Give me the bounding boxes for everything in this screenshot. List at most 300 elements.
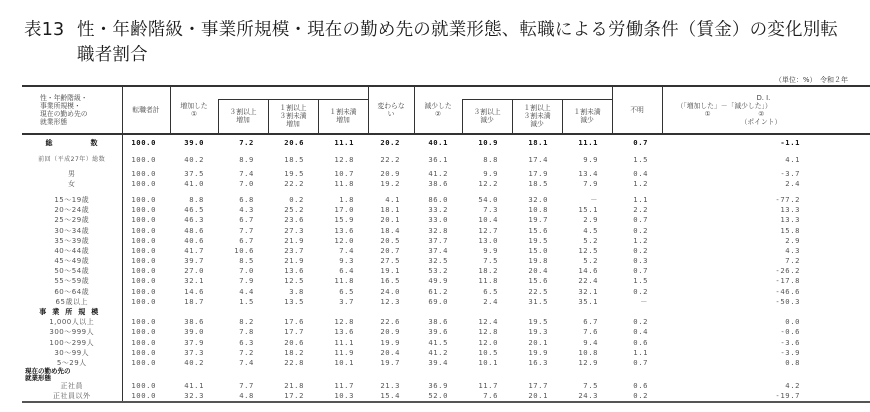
cell-value: 7.5 xyxy=(583,381,599,391)
row-label: 総 数 xyxy=(22,134,122,151)
cell-value: 18.4 xyxy=(380,225,401,235)
cell-value: 39.0 xyxy=(184,137,204,147)
cell-value: 12.0 xyxy=(334,235,355,245)
cell-value: 100.0 xyxy=(131,276,156,286)
cell-value: 12.5 xyxy=(578,245,599,255)
cell-value: 11.8 xyxy=(334,276,355,286)
cell-value: 8.5 xyxy=(239,256,254,266)
cell-value: 10.5 xyxy=(478,347,499,357)
cell-value: 9.9 xyxy=(583,154,599,164)
cell-value: 19.9 xyxy=(528,347,549,357)
cell-value: － xyxy=(640,296,649,306)
cell-value: 69.0 xyxy=(428,296,449,306)
cell-value: 19.9 xyxy=(380,337,401,347)
cell-value: 32.8 xyxy=(428,225,449,235)
cell-value: 0.4 xyxy=(633,327,649,337)
row-label: 15～19歳 xyxy=(22,195,122,205)
row-total xyxy=(22,134,870,151)
header-di: D. I. （「増加した」－「減少した」） ① ② （ポイント） xyxy=(662,86,870,134)
cell-value: 27.3 xyxy=(284,225,304,235)
cell-value: 1.2 xyxy=(633,235,649,245)
cell-value: 40.6 xyxy=(184,235,204,245)
row-label: 35～39歳 xyxy=(22,236,122,246)
cell-value: 46.5 xyxy=(184,205,204,215)
row-size-heading xyxy=(22,307,870,317)
header-dec-30plus: ３割以上 減少 xyxy=(462,100,512,134)
section-heading: 現在の勤め先の 就業形態 xyxy=(22,368,122,381)
cell-value: 18.5 xyxy=(528,178,549,188)
cell-value: 0.4 xyxy=(633,168,649,178)
cell-value: 33.0 xyxy=(428,215,449,225)
cell-value: 31.5 xyxy=(528,296,549,306)
header-dec-under10: １割未満 減少 xyxy=(562,100,612,134)
cell-value: － xyxy=(590,194,599,204)
row-size xyxy=(22,317,870,327)
cell-value: 23.7 xyxy=(284,245,304,255)
cell-value: 1.1 xyxy=(633,194,649,204)
cell-di: -50.3 xyxy=(775,296,801,306)
cell-value: 13.4 xyxy=(578,168,599,178)
cell-value: 40.2 xyxy=(184,154,204,164)
cell-value: 3.7 xyxy=(339,296,355,306)
cell-value: 11.8 xyxy=(334,178,355,188)
cell-value: 0.3 xyxy=(633,256,649,266)
cell-value: 37.7 xyxy=(428,235,449,245)
cell-value: 39.4 xyxy=(428,357,449,367)
cell-value: 10.1 xyxy=(478,357,499,367)
cell-value: 15.6 xyxy=(528,276,549,286)
row-age xyxy=(22,287,870,297)
row-previous xyxy=(22,151,870,169)
cell-value: 13.6 xyxy=(334,327,355,337)
row-age xyxy=(22,246,870,256)
cell-value: 21.9 xyxy=(284,256,304,266)
cell-value: 20.5 xyxy=(380,235,401,245)
row-label: 45～49歳 xyxy=(22,256,122,266)
row-size xyxy=(22,358,870,368)
cell-value: 100.0 xyxy=(131,245,156,255)
cell-value: 27.5 xyxy=(380,256,401,266)
cell-value: 12.0 xyxy=(478,337,499,347)
cell-value: 100.0 xyxy=(131,235,156,245)
cell-value: 8.8 xyxy=(189,194,204,204)
cell-value: 100.0 xyxy=(131,317,156,327)
cell-value: 21.9 xyxy=(284,235,304,245)
cell-value: 10.7 xyxy=(334,168,355,178)
cell-value: 19.7 xyxy=(528,215,549,225)
cell-value: 37.5 xyxy=(184,168,204,178)
cell-di: 0.0 xyxy=(785,317,801,327)
cell-value: 18.2 xyxy=(284,347,304,357)
cell-value: 6.8 xyxy=(239,194,254,204)
cell-value: 100.0 xyxy=(131,357,156,367)
unit-note: （単位：%） 令和２年 xyxy=(774,76,848,84)
cell-value: 27.0 xyxy=(184,266,204,276)
row-size xyxy=(22,327,870,337)
row-age xyxy=(22,266,870,276)
cell-value: 39.0 xyxy=(184,327,204,337)
cell-value: 7.5 xyxy=(483,256,499,266)
cell-value: 17.2 xyxy=(268,391,318,402)
cell-value: 7.9 xyxy=(239,276,254,286)
cell-value: 100.0 xyxy=(131,194,156,204)
cell-value: 11.9 xyxy=(334,347,355,357)
cell-value: 49.9 xyxy=(428,276,449,286)
cell-value: 0.7 xyxy=(633,357,649,367)
cell-value: 15.6 xyxy=(528,225,549,235)
cell-value: 10.9 xyxy=(478,137,499,147)
cell-value: 100.0 xyxy=(131,266,156,276)
cell-value: 10.8 xyxy=(578,347,599,357)
cell-value: 17.0 xyxy=(334,205,355,215)
cell-value: 12.8 xyxy=(334,154,355,164)
cell-value: 38.6 xyxy=(428,178,449,188)
header-total: 転職者計 xyxy=(122,86,170,134)
cell-value: 7.7 xyxy=(239,225,254,235)
header-inc-30plus: ３割以上 増加 xyxy=(218,100,268,134)
cell-value: 20.4 xyxy=(380,347,401,357)
row-label: 1,000人以上 xyxy=(22,317,122,327)
row-emp xyxy=(22,381,870,391)
cell-value: 8.9 xyxy=(239,154,254,164)
cell-value: 12.2 xyxy=(478,178,499,188)
cell-value: 15.0 xyxy=(528,245,549,255)
row-size xyxy=(22,338,870,348)
header-inc-10to30: １割以上 ３割未満 増加 xyxy=(268,100,318,134)
cell-value: 40.1 xyxy=(428,137,449,147)
cell-value: 41.7 xyxy=(184,245,204,255)
cell-value: 7.3 xyxy=(483,205,499,215)
cell-value: 15.4 xyxy=(368,391,414,402)
cell-value: 100.0 xyxy=(131,286,156,296)
cell-value: 100.0 xyxy=(131,215,156,225)
cell-value: 2.4 xyxy=(483,296,499,306)
cell-value: 39.6 xyxy=(428,327,449,337)
cell-di: 2.9 xyxy=(785,235,801,245)
cell-value: 100.0 xyxy=(131,347,156,357)
cell-value: 13.6 xyxy=(334,225,355,235)
cell-value: 35.1 xyxy=(578,296,599,306)
cell-value: 32.5 xyxy=(428,256,449,266)
cell-di: 13.3 xyxy=(780,205,801,215)
row-size xyxy=(22,348,870,358)
cell-value: 18.2 xyxy=(478,266,499,276)
cell-di: 13.3 xyxy=(780,215,801,225)
cell-value: 1.5 xyxy=(239,296,254,306)
cell-value: 41.2 xyxy=(428,347,449,357)
cell-value: 36.1 xyxy=(428,154,449,164)
cell-value: 25.2 xyxy=(284,205,304,215)
cell-value: 15.9 xyxy=(334,215,355,225)
cell-value: 5.2 xyxy=(583,235,599,245)
header-increased: 増加した ① xyxy=(170,86,218,134)
cell-value: 0.2 xyxy=(633,245,649,255)
cell-di: -19.7 xyxy=(662,391,870,402)
cell-value: 21.8 xyxy=(284,381,304,391)
cell-value: 3.8 xyxy=(289,286,304,296)
cell-value: 6.7 xyxy=(583,317,599,327)
cell-value: 20.7 xyxy=(380,245,401,255)
cell-di: 15.8 xyxy=(780,225,801,235)
cell-value: 86.0 xyxy=(428,194,449,204)
header-decreased-group xyxy=(462,86,612,100)
cell-value: 19.1 xyxy=(380,266,401,276)
row-female xyxy=(22,179,870,189)
header-stub: 性・年齢階級・ 事業所規模・ 現在の勤め先の 就業形態 xyxy=(22,86,122,134)
cell-value: 100.0 xyxy=(131,154,156,164)
cell-value: 17.7 xyxy=(284,327,304,337)
cell-di: 0.8 xyxy=(785,357,801,367)
cell-value: 32.1 xyxy=(578,286,599,296)
cell-value: 32.0 xyxy=(528,194,549,204)
row-label: 100～299人 xyxy=(22,338,122,348)
cell-di: 4.2 xyxy=(785,381,801,391)
cell-value: 4.5 xyxy=(583,225,599,235)
cell-value: 19.5 xyxy=(528,317,549,327)
header-unchanged: 変わらな い xyxy=(368,86,414,134)
cell-di: 2.4 xyxy=(785,178,801,188)
cell-value: 7.2 xyxy=(239,137,254,147)
cell-di: -46.6 xyxy=(775,286,801,296)
row-age xyxy=(22,276,870,286)
cell-value: 20.4 xyxy=(528,266,549,276)
header-decreased: 減少した ② xyxy=(414,86,462,134)
cell-value: 11.7 xyxy=(334,381,355,391)
row-label: 55～59歳 xyxy=(22,276,122,286)
cell-value: 6.7 xyxy=(239,215,254,225)
cell-value: 8.8 xyxy=(483,154,499,164)
cell-value: 11.1 xyxy=(578,137,599,147)
cell-value: 32.1 xyxy=(184,276,204,286)
cell-value: 7.0 xyxy=(239,178,254,188)
cell-value: 7.6 xyxy=(583,327,599,337)
cell-value: 17.7 xyxy=(528,381,549,391)
cell-value: 4.8 xyxy=(218,391,268,402)
row-age xyxy=(22,236,870,246)
cell-value: 22.6 xyxy=(380,317,401,327)
row-emp xyxy=(22,391,870,402)
row-label: 5～29人 xyxy=(22,358,122,368)
cell-di: 4.3 xyxy=(785,245,801,255)
cell-value: 9.4 xyxy=(583,337,599,347)
cell-value: 19.7 xyxy=(380,357,401,367)
cell-value: 20.9 xyxy=(380,327,401,337)
header-unknown: 不明 xyxy=(612,86,662,134)
row-male xyxy=(22,169,870,179)
cell-value: 17.9 xyxy=(528,168,549,178)
cell-value: 40.2 xyxy=(184,357,204,367)
cell-value: 17.4 xyxy=(528,154,549,164)
cell-value: 0.7 xyxy=(633,215,649,225)
cell-value: 53.2 xyxy=(428,266,449,276)
cell-value: 7.4 xyxy=(339,245,355,255)
cell-value: 0.7 xyxy=(633,137,649,147)
row-age xyxy=(22,195,870,205)
cell-value: 0.2 xyxy=(612,391,662,402)
table-number: 表13 xyxy=(24,20,65,40)
cell-di: -3.6 xyxy=(780,337,801,347)
cell-value: 18.1 xyxy=(380,205,401,215)
cell-value: 0.2 xyxy=(633,225,649,235)
cell-value: 7.7 xyxy=(239,381,254,391)
cell-value: 14.6 xyxy=(578,266,599,276)
cell-value: 1.2 xyxy=(633,178,649,188)
cell-value: 0.2 xyxy=(633,286,649,296)
cell-value: 10.3 xyxy=(318,391,368,402)
cell-value: 20.6 xyxy=(284,337,304,347)
cell-value: 18.7 xyxy=(184,296,204,306)
cell-value: 41.5 xyxy=(428,337,449,347)
table-title xyxy=(24,18,838,68)
cell-value: 4.3 xyxy=(239,205,254,215)
cell-value: 41.1 xyxy=(184,381,204,391)
cell-value: 16.5 xyxy=(380,276,401,286)
cell-value: 37.9 xyxy=(184,337,204,347)
cell-value: 9.9 xyxy=(483,245,499,255)
cell-value: 12.9 xyxy=(578,357,599,367)
cell-value: 7.8 xyxy=(239,327,254,337)
cell-value: 11.1 xyxy=(334,137,355,147)
header-inc-under10: １割未満 増加 xyxy=(318,100,368,134)
cell-value: 12.7 xyxy=(478,225,499,235)
cell-value: 38.6 xyxy=(428,317,449,327)
cell-value: 17.6 xyxy=(284,317,304,327)
cell-value: 11.8 xyxy=(478,276,499,286)
cell-value: 4.1 xyxy=(385,194,401,204)
cell-value: 19.5 xyxy=(528,235,549,245)
cell-value: 22.2 xyxy=(380,154,401,164)
row-emp-heading xyxy=(22,368,870,381)
cell-value: 37.4 xyxy=(428,245,449,255)
cell-value: 100.0 xyxy=(131,225,156,235)
cell-value: 100.0 xyxy=(131,296,156,306)
cell-value: 100.0 xyxy=(131,381,156,391)
cell-value: 12.3 xyxy=(380,296,401,306)
row-age xyxy=(22,256,870,266)
cell-value: 18.1 xyxy=(528,137,549,147)
cell-value: 52.0 xyxy=(414,391,462,402)
row-age xyxy=(22,215,870,225)
cell-value: 14.6 xyxy=(184,286,204,296)
cell-value: 100.0 xyxy=(131,327,156,337)
cell-value: 15.1 xyxy=(578,205,599,215)
row-age xyxy=(22,297,870,307)
cell-value: 1.5 xyxy=(633,276,649,286)
cell-value: 8.2 xyxy=(239,317,254,327)
section-heading: 事業所規模 xyxy=(22,307,122,317)
cell-value: 24.0 xyxy=(380,286,401,296)
cell-value: 12.8 xyxy=(478,327,499,337)
cell-value: 61.2 xyxy=(428,286,449,296)
cell-di: -3.9 xyxy=(780,347,801,357)
row-label: 20～24歳 xyxy=(22,205,122,215)
cell-di: -26.2 xyxy=(775,266,801,276)
cell-value: 7.4 xyxy=(239,357,254,367)
cell-value: 9.9 xyxy=(483,168,499,178)
cell-value: 11.1 xyxy=(334,337,355,347)
cell-value: 13.5 xyxy=(284,296,304,306)
cell-value: 18.5 xyxy=(284,154,304,164)
table-body xyxy=(22,134,870,403)
title-line-1: 性・年齢階級・事業所規模・現在の勤め先の就業形態、転職による労働条件（賃金）の変化別転 xyxy=(77,20,839,40)
cell-value: 2.2 xyxy=(633,205,649,215)
cell-value: 6.4 xyxy=(339,266,355,276)
cell-di: -0.6 xyxy=(780,327,801,337)
cell-value: 6.5 xyxy=(339,286,355,296)
row-age xyxy=(22,225,870,235)
row-label: 60～64歳 xyxy=(22,287,122,297)
cell-value: 46.3 xyxy=(184,215,204,225)
row-age xyxy=(22,205,870,215)
cell-value: 1.8 xyxy=(339,194,355,204)
row-label: 300～999人 xyxy=(22,327,122,337)
cell-di: -17.8 xyxy=(775,276,801,286)
cell-value: 11.7 xyxy=(478,381,499,391)
cell-di: -77.2 xyxy=(775,194,801,204)
cell-di: 4.1 xyxy=(785,154,801,164)
cell-value: 39.7 xyxy=(184,256,204,266)
cell-di: 7.2 xyxy=(785,256,801,266)
cell-value: 20.1 xyxy=(380,215,401,225)
cell-value: 7.4 xyxy=(239,168,254,178)
cell-value: 20.1 xyxy=(512,391,562,402)
cell-value: 100.0 xyxy=(131,137,156,147)
cell-value: 100.0 xyxy=(131,205,156,215)
cell-value: 12.8 xyxy=(334,317,355,327)
cell-value: 0.6 xyxy=(633,337,649,347)
cell-value: 10.1 xyxy=(334,357,355,367)
cell-value: 20.1 xyxy=(528,337,549,347)
row-label: 前回（平成27年）総数 xyxy=(22,151,122,169)
cell-value: 5.2 xyxy=(583,256,599,266)
cell-value: 10.4 xyxy=(478,215,499,225)
cell-value: 20.2 xyxy=(380,137,401,147)
cell-di: -1.1 xyxy=(780,137,801,147)
data-table xyxy=(22,85,870,403)
cell-value: 48.6 xyxy=(184,225,204,235)
cell-value: 19.3 xyxy=(528,327,549,337)
row-label: 25～29歳 xyxy=(22,215,122,225)
row-label: 女 xyxy=(22,179,122,189)
cell-value: 20.9 xyxy=(380,168,401,178)
cell-value: 10.8 xyxy=(528,205,549,215)
cell-value: 6.5 xyxy=(483,286,499,296)
cell-value: 7.9 xyxy=(583,178,599,188)
cell-value: 19.8 xyxy=(528,256,549,266)
cell-value: 0.2 xyxy=(289,194,304,204)
cell-value: 12.5 xyxy=(284,276,304,286)
cell-value: 32.3 xyxy=(170,391,218,402)
cell-value: 7.0 xyxy=(239,266,254,276)
cell-value: 21.3 xyxy=(380,381,401,391)
cell-value: 0.7 xyxy=(633,266,649,276)
cell-di: -3.7 xyxy=(780,168,801,178)
cell-value: 10.6 xyxy=(234,245,254,255)
cell-value: 100.0 xyxy=(131,178,156,188)
cell-value: 22.5 xyxy=(528,286,549,296)
row-label: 40～44歳 xyxy=(22,246,122,256)
table-header xyxy=(22,86,870,134)
cell-value: 22.4 xyxy=(578,276,599,286)
row-label: 男 xyxy=(22,169,122,179)
cell-value: 7.6 xyxy=(462,391,512,402)
cell-value: 100.0 xyxy=(122,391,170,402)
cell-value: 13.6 xyxy=(284,266,304,276)
row-label: 30～34歳 xyxy=(22,225,122,235)
cell-value: 9.3 xyxy=(339,256,355,266)
header-dec-10to30: １割以上 ３割未満 減少 xyxy=(512,100,562,134)
cell-value: 41.2 xyxy=(428,168,449,178)
